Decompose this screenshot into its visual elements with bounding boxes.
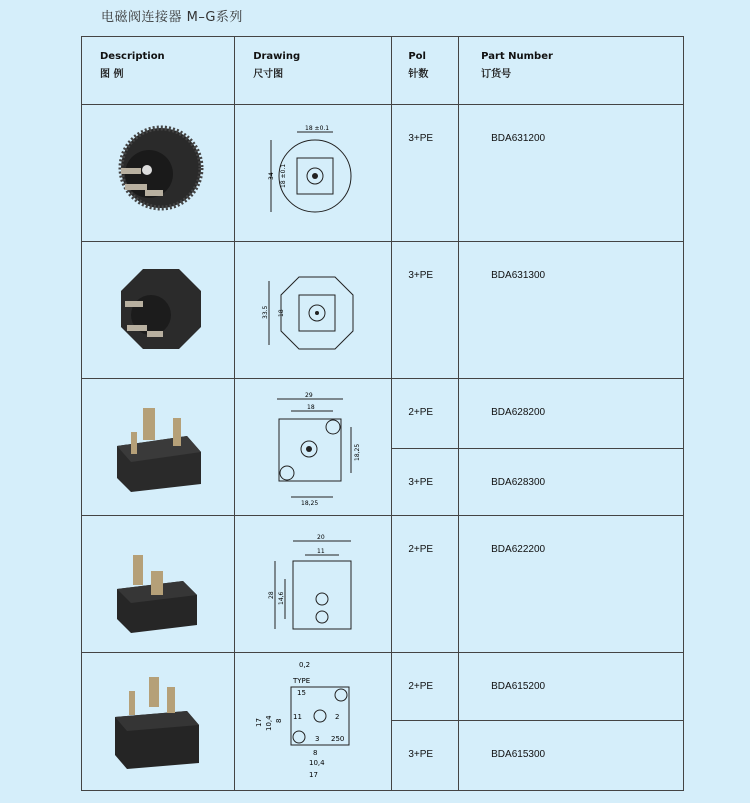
- part-number-cell: BDA628300: [459, 449, 684, 516]
- product-table: [81, 36, 684, 791]
- connector-round-knurled-photo: [103, 118, 213, 228]
- connector-octagon-photo: [103, 255, 213, 365]
- part-number-cell: BDA631300: [459, 242, 684, 379]
- header-drawing: [235, 37, 392, 105]
- drawing-label-d1-c: 18 ±0.1: [280, 163, 288, 188]
- header-drawing-zh: 尺寸图: [253, 69, 284, 80]
- drawing-octagon-connector: [253, 255, 373, 365]
- header-part-number: [459, 37, 684, 105]
- connector-square-photo: [103, 392, 213, 502]
- table-header-row: [82, 37, 684, 105]
- drawing-cell: [235, 242, 392, 379]
- drawing-label-d5-c: 15: [297, 688, 307, 697]
- table-row: [82, 242, 684, 379]
- part-number-cell: BDA631200: [459, 105, 684, 242]
- drawing-label-d5-i: 3: [315, 734, 320, 743]
- drawing-label-d5-b: TYPE: [293, 676, 311, 685]
- pol-cell: 2+PE: [392, 653, 459, 721]
- drawing-square-connector-a: [253, 387, 373, 507]
- part-number-cell: BDA622200: [459, 516, 684, 653]
- drawing-label-d4-a: 20: [317, 534, 325, 541]
- drawing-label-d4-c: 28: [268, 591, 276, 599]
- part-number-cell: BDA628200: [459, 379, 684, 449]
- pol-cell: 2+PE: [392, 379, 459, 449]
- product-photo-cell: [82, 242, 235, 379]
- drawing-label-d3-b: 18: [307, 404, 315, 411]
- table-row: [82, 516, 684, 653]
- drawing-label-d5-m: 17: [309, 770, 319, 779]
- drawing-small-square-connector: [253, 529, 373, 639]
- drawing-round-connector: [253, 118, 373, 228]
- drawing-label-d3-a: 29: [305, 392, 313, 399]
- drawing-label-d5-f: 8: [275, 718, 284, 723]
- drawing-cell: [235, 653, 392, 791]
- part-number-cell: BDA615200: [459, 653, 684, 721]
- drawing-label-d5-k: 8: [313, 748, 318, 757]
- pol-cell: 3+PE: [392, 449, 459, 516]
- drawing-cell: [235, 105, 392, 242]
- drawing-label-d5-d: 17: [255, 717, 264, 727]
- drawing-cell: [235, 516, 392, 653]
- product-photo-cell: [82, 105, 235, 242]
- header-drawing-en: Drawing: [253, 51, 301, 62]
- drawing-label-d4-d: 14,6: [278, 591, 286, 605]
- drawing-mini-connector: [253, 657, 373, 787]
- drawing-label-d3-c: 18,25: [354, 443, 362, 461]
- connector-mini-photo: [103, 667, 213, 777]
- drawing-label-d5-h: 2: [335, 712, 340, 721]
- connector-small-square-photo: [103, 529, 213, 639]
- drawing-label-d2-a: 33.5: [262, 305, 270, 319]
- product-photo-cell: [82, 516, 235, 653]
- drawing-cell: [235, 379, 392, 516]
- drawing-label-d5-g: 11: [293, 712, 303, 721]
- drawing-label-d2-b: 18: [278, 309, 286, 317]
- drawing-label-d1-a: 18 ±0.1: [305, 125, 330, 132]
- header-description-zh: 图 例: [100, 69, 124, 80]
- part-number-cell: BDA615300: [459, 721, 684, 791]
- pol-cell: 3+PE: [392, 242, 459, 379]
- pol-cell: 3+PE: [392, 105, 459, 242]
- pol-cell: 3+PE: [392, 721, 459, 791]
- page-title: 电磁阀连接器 M–G系列: [101, 10, 243, 25]
- table-row: [82, 379, 684, 449]
- table-row: [82, 105, 684, 242]
- header-pol-zh: 针数: [408, 69, 429, 80]
- pol-cell: 2+PE: [392, 516, 459, 653]
- product-photo-cell: [82, 379, 235, 516]
- drawing-label-d3-d: 18,25: [301, 500, 319, 507]
- header-description: [82, 37, 235, 105]
- drawing-label-d1-b: 34: [268, 172, 276, 180]
- header-part-zh: 订货号: [481, 69, 512, 80]
- drawing-label-d4-b: 11: [317, 548, 325, 555]
- header-pol-en: Pol: [408, 51, 426, 62]
- drawing-label-d5-e: 10,4: [265, 714, 274, 731]
- drawing-label-d5-a: 0,2: [299, 660, 311, 669]
- drawing-label-d5-l: 10,4: [309, 758, 325, 767]
- header-description-en: Description: [100, 51, 165, 62]
- header-part-en: Part Number: [481, 51, 553, 62]
- drawing-label-d5-j: 250: [331, 734, 345, 743]
- table-row: [82, 653, 684, 721]
- header-pol: [392, 37, 459, 105]
- product-photo-cell: [82, 653, 235, 791]
